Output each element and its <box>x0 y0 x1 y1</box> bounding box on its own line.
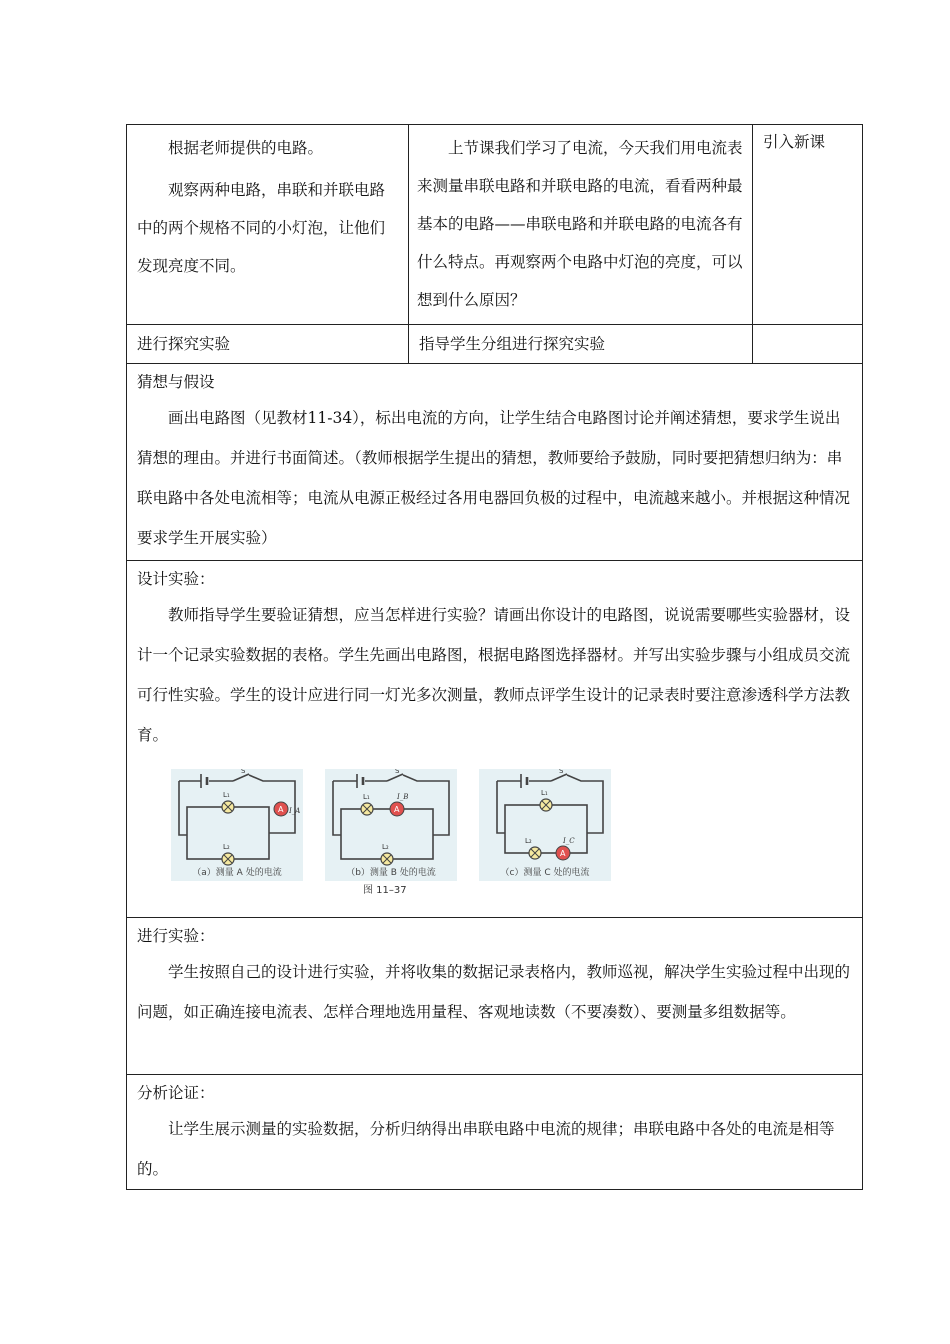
purpose-text: 引入新课 <box>763 133 826 151</box>
bulb1-label-a: L₁ <box>223 791 230 799</box>
bulb2-label-c: L₂ <box>525 837 532 845</box>
switch-label-c: S <box>559 769 564 775</box>
current-label-b: I_B <box>397 793 409 801</box>
student-activity-line1: 根据老师提供的电路。 <box>168 139 324 157</box>
explore-teacher-text: 指导学生分组进行探究实验 <box>419 335 606 353</box>
design-cell <box>127 561 863 918</box>
design-body: 教师指导学生要验证猜想，应当怎样进行实验？请画出你设计的电路图，说说需要哪些实验器材，设计一个记录实验数据的表格。学生先画出电路图，根据电路图选择器材。并写出实验步骤与小组成员交流可行性实验。学生的设计应进行同一灯光多次测量，教师点评学生设计的记录表时要注意渗透科学方法教育。 <box>137 606 851 744</box>
student-activity-line2: 观察两种电路，串联和并联电路中的两个规格不同的小灯泡，让他们发现亮度不同。 <box>137 181 386 275</box>
circuit-diagram-c <box>479 769 611 881</box>
guess-cell <box>127 364 863 561</box>
caption-b: （b）测量 B 处的电流 <box>346 868 436 878</box>
bulb1-label-b: L₁ <box>363 793 370 801</box>
switch-label-b: S <box>395 769 400 775</box>
circuit-diagram-a <box>171 769 303 881</box>
caption-a: （a）测量 A 处的电流 <box>192 868 282 878</box>
student-activity-cell <box>127 125 409 325</box>
conduct-section <box>127 918 863 1075</box>
guess-section <box>127 364 863 561</box>
lesson-plan-table <box>126 124 863 1190</box>
purpose-cell <box>753 125 863 325</box>
figure-number: 图 11–37 <box>363 885 407 896</box>
current-label-a: I_A <box>289 807 301 815</box>
explore-student-text: 进行探究实验 <box>137 335 231 353</box>
teacher-activity-text: 上节课我们学习了电流，今天我们用电流表来测量串联电路和并联电路的电流，看看两种最基本的电路——串联电路和并联电路的电流各有什么特点。再观察两个电路中灯泡的亮度，可以想到什么原因？ <box>417 139 743 309</box>
explore-student-cell <box>127 325 409 364</box>
circuit-diagram-b <box>325 769 457 881</box>
guess-heading: 猜想与假设 <box>137 373 215 391</box>
design-heading: 设计实验： <box>137 570 215 588</box>
analysis-section <box>127 1075 863 1190</box>
explore-teacher-cell <box>409 325 753 364</box>
explore-purpose-text <box>753 325 862 330</box>
switch-label-a: S <box>241 769 246 775</box>
intro-row <box>127 125 863 325</box>
ammeter-label-b: A <box>394 805 400 814</box>
explore-purpose-cell <box>753 325 863 364</box>
bulb2-label-b: L₂ <box>382 843 389 851</box>
ammeter-label-a: A <box>278 805 284 814</box>
teacher-activity-cell <box>409 125 753 325</box>
conduct-cell <box>127 918 863 1075</box>
bulb2-label-a: L₂ <box>223 843 230 851</box>
guess-body: 画出电路图（见教材11-34），标出电流的方向，让学生结合电路图讨论并阐述猜想，要求学生说出猜想的理由。并进行书面简述。（教师根据学生提出的猜想，教师要给予鼓励，同时要把猜想归纳为：串联电路中各处电流相等；电流从电源正极经过各用电器回负极的过程中，电流越来越小。并根据这种情况要求学生开展实验） <box>137 409 851 547</box>
analysis-cell <box>127 1075 863 1190</box>
conduct-body: 学生按照自己的设计进行实验，并将收集的数据记录表格内，教师巡视，解决学生实验过程中出现的问题，如正确连接电流表、怎样合理地选用量程、客观地读数（不要凑数）、要测量多组数据等。 <box>137 963 851 1021</box>
analysis-body: 让学生展示测量的实验数据，分析归纳得出串联电路中电流的规律；串联电路中各处的电流是相等的。 <box>137 1120 835 1178</box>
conduct-heading: 进行实验： <box>137 927 215 945</box>
analysis-heading: 分析论证： <box>137 1084 215 1102</box>
ammeter-label-c: A <box>560 849 566 858</box>
bulb1-label-c: L₁ <box>541 789 548 797</box>
circuit-figure <box>171 769 611 901</box>
caption-c: （c）测量 C 处的电流 <box>500 868 590 878</box>
design-section <box>127 561 863 918</box>
explore-row <box>127 325 863 364</box>
current-label-c: I_C <box>563 837 575 845</box>
